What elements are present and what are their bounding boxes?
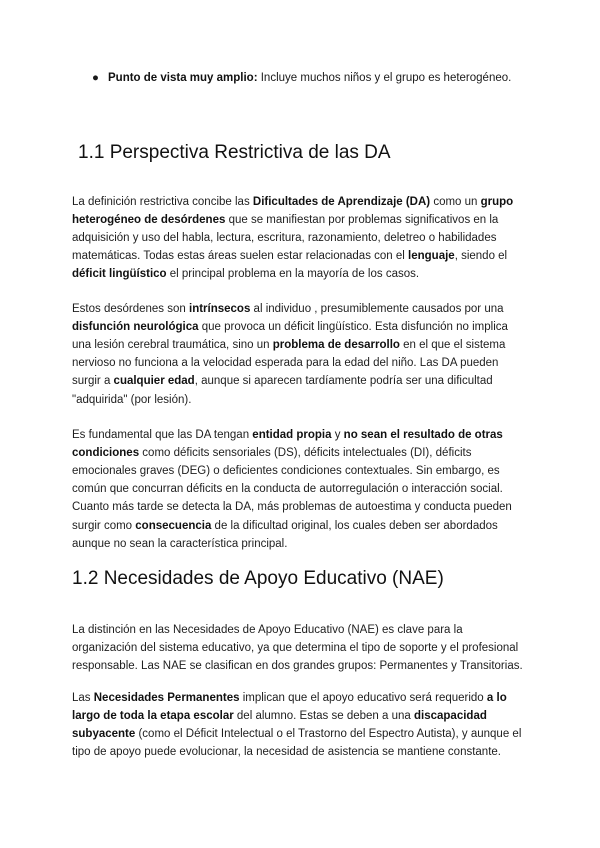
paragraph-permanent-needs: Las Necesidades Permanentes implican que el apoyo educativo será requerido a lo largo de toda la etapa escolar del alumno. Estas se deben a una discapacidad subyacente (como el Déficit Intelectual o el Trastorno del Espectro Autista), y aunque el tipo de apoyo puede evolucionar, la necesidad de asistencia se mantiene constante.: [72, 691, 522, 759]
section-heading-1-2: 1.2 Necesidades de Apoyo Educativo (NAE): [72, 568, 444, 589]
bullet-text: Incluye muchos niños y el grupo es heterogéneo.: [257, 72, 512, 84]
section-heading-1-1: 1.1 Perspectiva Restrictiva de las DA: [78, 142, 391, 163]
bullet-bold: Punto de vista muy amplio:: [108, 72, 258, 84]
paragraph-definition: La definición restrictiva concibe las Dificultades de Aprendizaje (DA) como un grupo heterogéneo de desórdenes que se manifiestan por problemas significativos en la adquisición y uso del habla, lectura, escritura, razonamiento, deletreo o habilidades matemáticas. Todas estas áreas suelen estar relacionadas con el lenguaje, siendo el déficit lingüístico el principal problema en la mayoría de los casos.: [72, 195, 514, 281]
paragraph-nae-intro: La distinción en las Necesidades de Apoyo Educativo (NAE) es clave para la organización del sistema educativo, ya que determina el tipo de soporte y el profesional responsable. Las NAE se clasifican en dos grandes grupos: Permanentes y Transitorias.: [72, 623, 523, 672]
paragraph-entity: Es fundamental que las DA tengan entidad propia y no sean el resultado de otras condiciones como déficits sensoriales (DS), déficits intelectuales (DI), déficits emocionales graves (DEG) o deficientes condiciones contextuales. Sin embargo, es común que concurran déficits en la conducta de autorregulación o interacción social. Cuanto más tarde se detecta la DA, más problemas de autoestima y conducta pueden surgir como consecuencia de la dificultad original, los cuales deben ser abordados aunque no sean la característica principal.: [72, 428, 512, 550]
bullet-dot-icon: ●: [92, 72, 99, 84]
bullet-item: [92, 70, 511, 86]
paragraph-intrinsic: Estos desórdenes son intrínsecos al individuo , presumiblemente causados por una disfunción neurológica que provoca un déficit lingüístico. Esta disfunción no implica una lesión cerebral traumática, sino un problema de desarrollo en el que el sistema nervioso no funciona a la velocidad esperada para la edad del niño. Las DA pueden surgir a cualquier edad, aunque si aparecen tardíamente podría ser una dificultad "adquirida" (por lesión).: [72, 302, 508, 406]
